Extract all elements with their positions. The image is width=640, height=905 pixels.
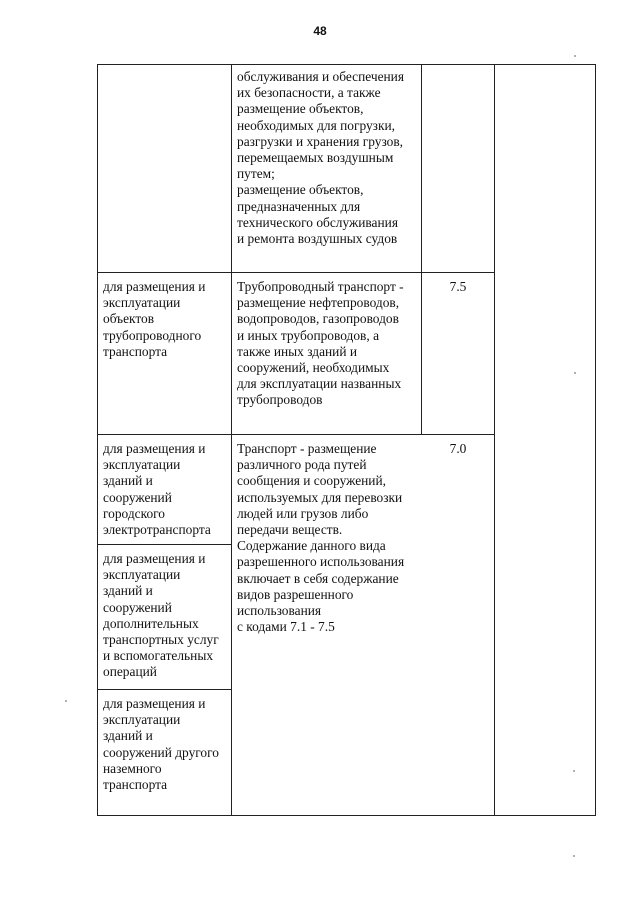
- table-border-right: [595, 64, 596, 816]
- table-column-divider-1: [231, 64, 232, 816]
- pipeline-code: 7.5: [449, 279, 467, 294]
- table-border-left: [97, 64, 98, 816]
- scan-speck: [573, 855, 575, 857]
- page-number: 48: [313, 24, 327, 38]
- transport-purpose-additional: для размещения и эксплуатации зданий и сооружений дополнительных транспортных услуг и вспомогательных операций: [103, 551, 219, 680]
- table-column-divider-2: [421, 64, 422, 434]
- transport-code: 7.0: [449, 441, 467, 456]
- scan-speck: [573, 770, 575, 772]
- row-divider-2: [97, 434, 494, 435]
- transport-purpose-ground: для размещения и эксплуатации зданий и сооружений другого наземного транспорта: [103, 696, 219, 793]
- scan-speck: [574, 372, 576, 374]
- row-divider-1: [97, 272, 494, 273]
- pipeline-description: Трубопроводный транспорт - размещение нефтепроводов, водопроводов, газопроводов и иных трубопроводов, а также иных зданий и сооружений, необходимых для эксплуатации названных трубопроводов: [237, 279, 404, 408]
- table-border-top: [97, 64, 596, 65]
- transport-description: Транспорт - размещение различного рода путей сообщения и сооружений, используемых для перевозки людей или грузов либо передачи веществ. Содержание данного вида разрешенного использования включает в себя содержание видов разрешенного использования с кодами 7.1 - 7.5: [237, 441, 405, 635]
- table-border-bottom: [97, 815, 596, 816]
- table-column-divider-3: [494, 64, 495, 816]
- scan-speck: [574, 55, 576, 57]
- pipeline-purpose: для размещения и эксплуатации объектов трубопроводного транспорта: [103, 279, 206, 359]
- subrow-divider-2: [97, 689, 231, 690]
- scan-speck: [65, 700, 67, 702]
- subrow-divider-1: [97, 544, 231, 545]
- aviation-description-continued: обслуживания и обеспечения их безопасности, а также размещение объектов, необходимых для погрузки, разгрузки и хранения грузов, перемещаемых воздушным путем; размещение объектов, предназначенных для технического обслуживания и ремонта воздушных судов: [237, 69, 405, 247]
- transport-purpose-electric: для размещения и эксплуатации зданий и сооружений городского электротранспорта: [103, 441, 211, 538]
